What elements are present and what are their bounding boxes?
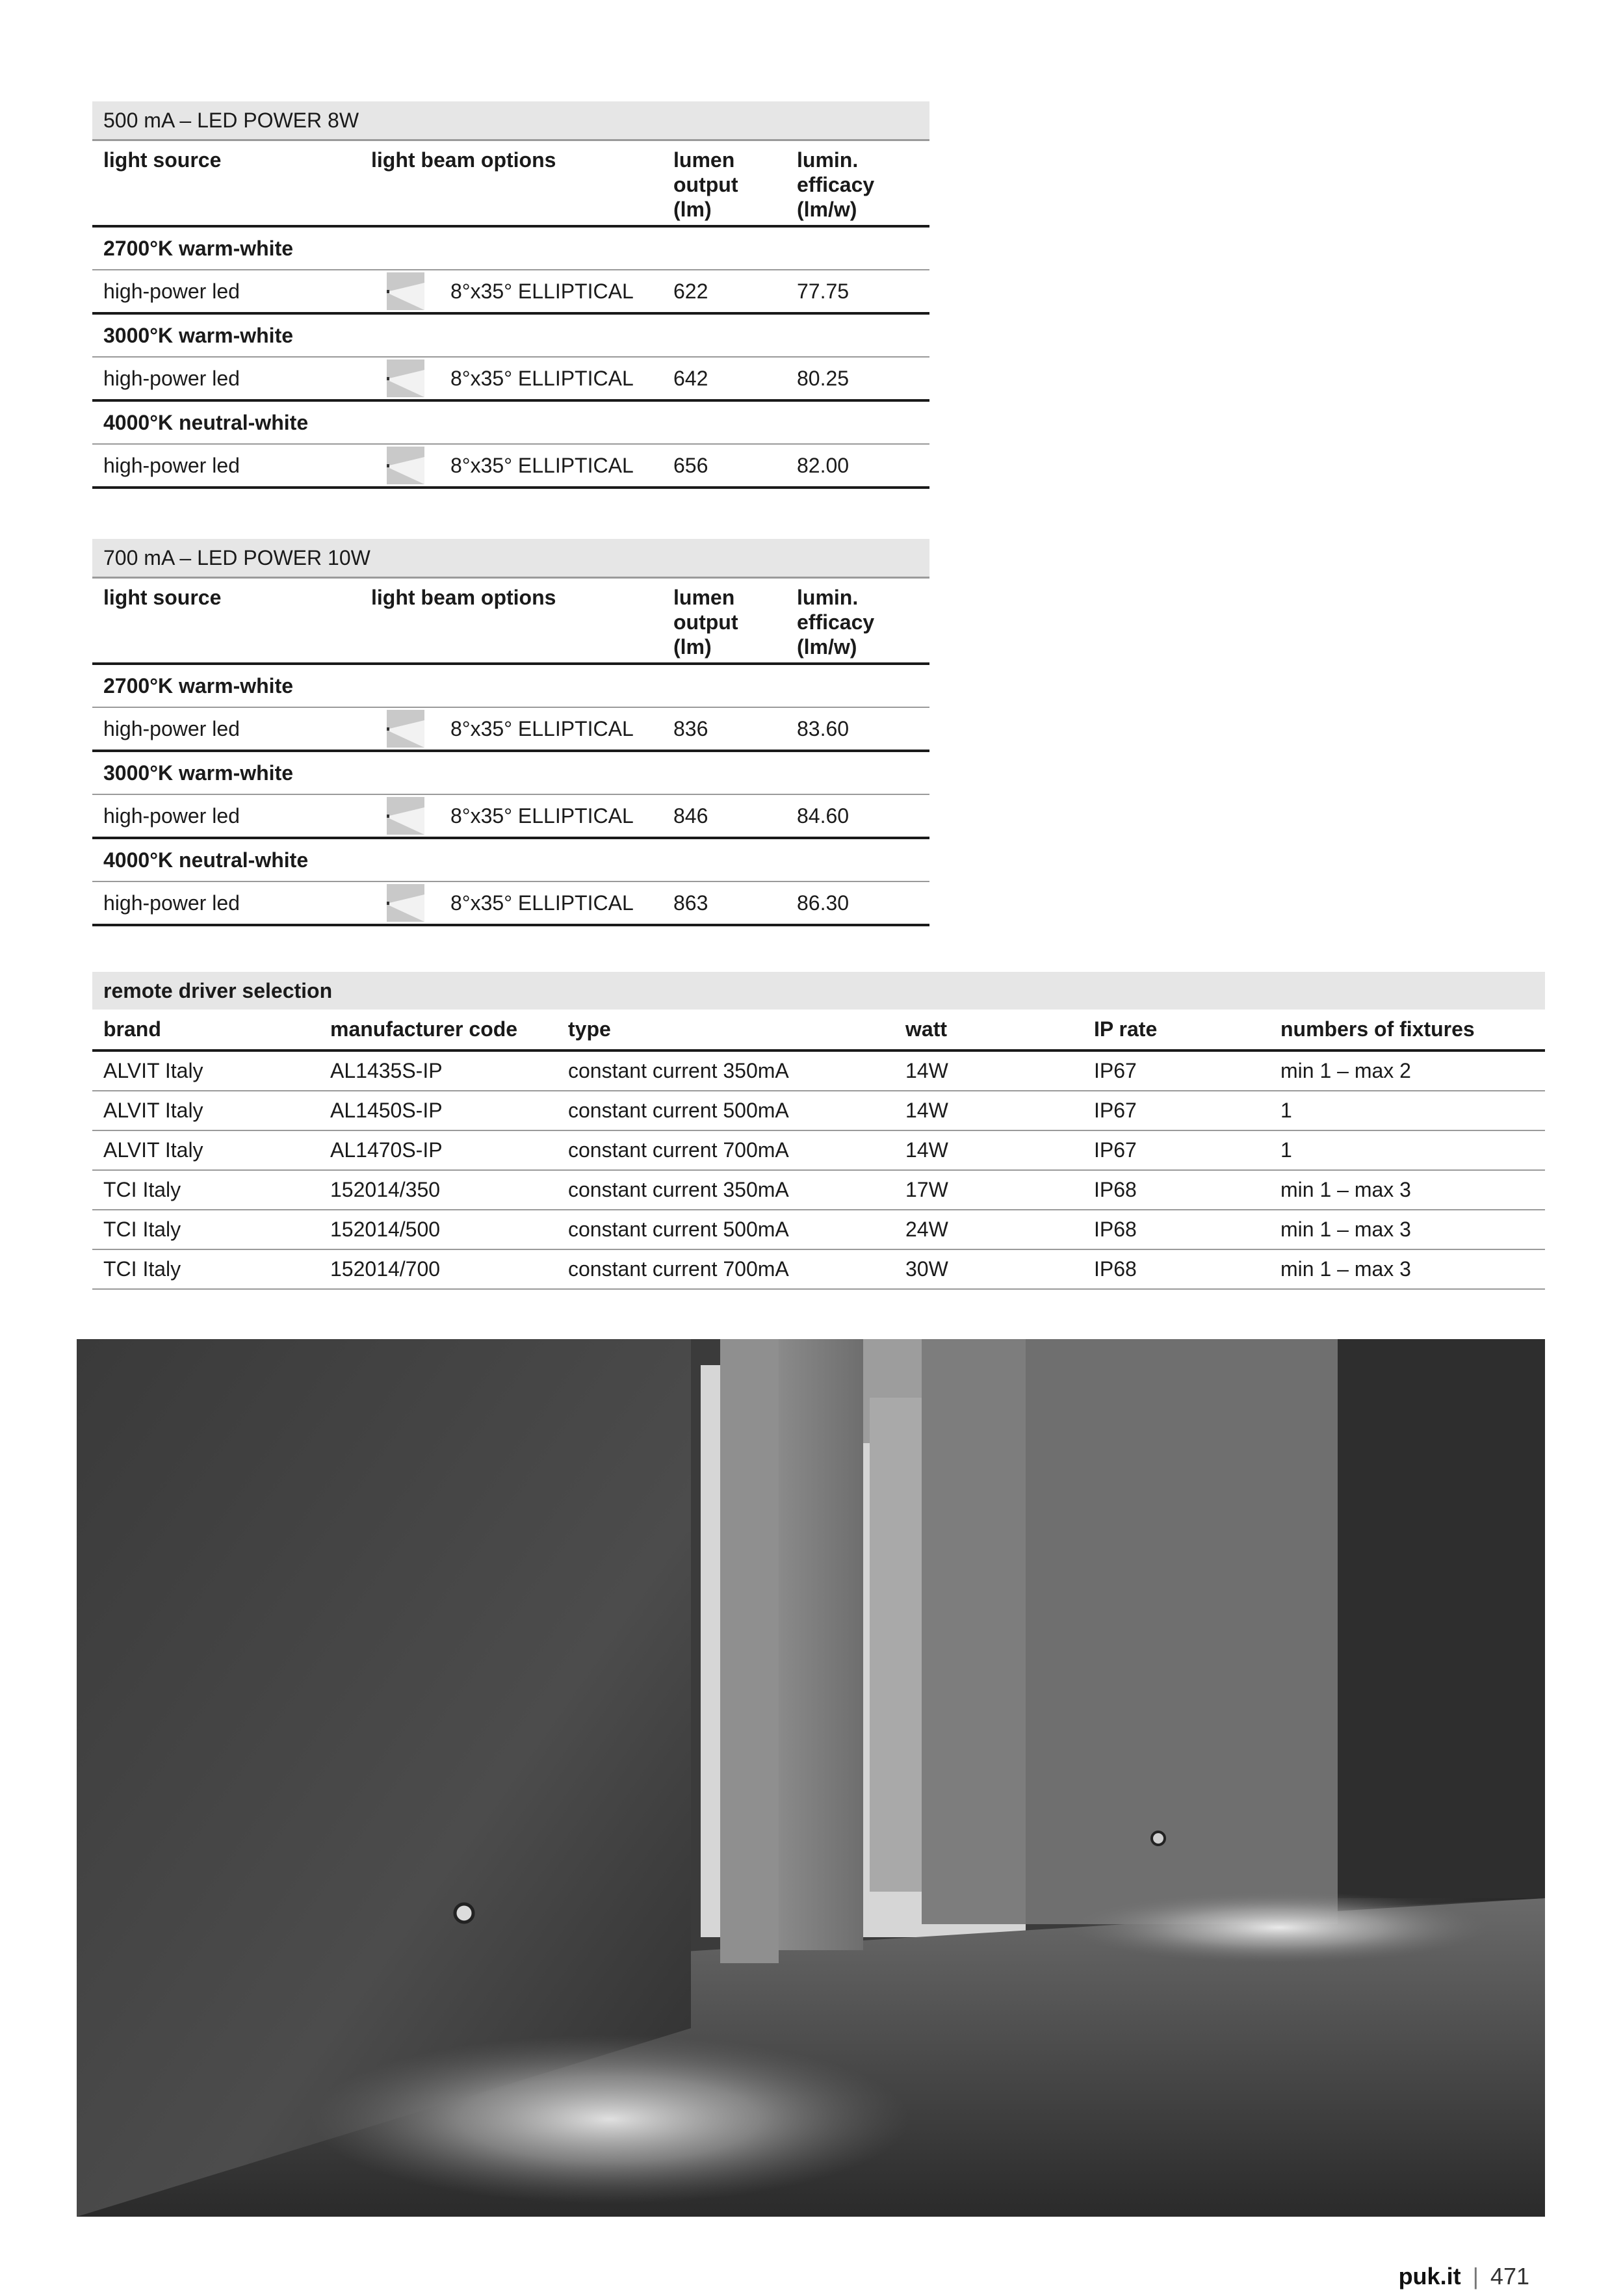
brand-cell: TCI Italy [103, 1218, 181, 1241]
ip-cell: IP68 [1094, 1218, 1137, 1241]
light-source-cell: high-power led [103, 366, 240, 390]
site-url[interactable]: puk.it [1398, 2263, 1461, 2289]
col-brand: brand [103, 1017, 161, 1041]
group-heading: 4000°K neutral-white [92, 402, 929, 445]
type-cell: constant current 700mA [568, 1138, 789, 1162]
lumen-cell: 846 [673, 803, 708, 828]
elliptical-beam-icon [387, 272, 424, 310]
table-row [92, 270, 929, 315]
lumen-cell: 836 [673, 716, 708, 740]
watt-cell: 17W [905, 1178, 948, 1201]
col-lumen-output: lumen output (lm) [673, 148, 738, 221]
brand-cell: ALVIT Italy [103, 1099, 203, 1122]
col-beam-options: light beam options [371, 148, 556, 172]
col-lumen-output: lumen output (lm) [673, 586, 738, 659]
lighting-table-500ma [92, 101, 929, 489]
table-title: remote driver selection [92, 972, 1545, 1010]
group-heading: 3000°K warm-white [92, 315, 929, 358]
product-ambient-photo [77, 1339, 1545, 2217]
elliptical-beam-icon [387, 884, 424, 922]
light-source-cell: high-power led [103, 716, 240, 740]
elliptical-beam-icon [387, 359, 424, 397]
table-title: 700 mA – LED POWER 10W [92, 539, 929, 579]
remote-driver-table [92, 972, 1545, 1290]
col-lumin-efficacy: lumin. efficacy (lm/w) [797, 148, 875, 221]
beam-cell [371, 884, 673, 922]
col-beam-options: light beam options [371, 586, 556, 609]
col-watt: watt [905, 1017, 947, 1041]
fixtures-cell: min 1 – max 2 [1280, 1059, 1411, 1082]
code-cell: 152014/700 [330, 1257, 441, 1281]
col-manufacturer-code: manufacturer code [330, 1017, 518, 1041]
beam-label: 8°x35° ELLIPTICAL [450, 366, 634, 390]
col-light-source: light source [103, 586, 222, 609]
lumen-cell: 622 [673, 279, 708, 303]
fixtures-cell: 1 [1280, 1138, 1292, 1162]
lumen-cell: 642 [673, 366, 708, 390]
type-cell: constant current 500mA [568, 1218, 789, 1241]
code-cell: AL1435S-IP [330, 1059, 443, 1082]
type-cell: constant current 500mA [568, 1099, 789, 1122]
beam-label: 8°x35° ELLIPTICAL [450, 891, 634, 915]
beam-label: 8°x35° ELLIPTICAL [450, 803, 634, 828]
col-ip-rate: IP rate [1094, 1017, 1158, 1041]
lumen-cell: 863 [673, 891, 708, 915]
code-cell: 152014/500 [330, 1218, 441, 1241]
efficacy-cell: 86.30 [797, 891, 850, 915]
table-title: 500 mA – LED POWER 8W [92, 101, 929, 141]
table-row [92, 795, 929, 839]
fixtures-cell: min 1 – max 3 [1280, 1257, 1411, 1281]
type-cell: constant current 350mA [568, 1178, 789, 1201]
table-row [92, 1210, 1545, 1250]
fixtures-cell: min 1 – max 3 [1280, 1218, 1411, 1241]
table-row [92, 358, 929, 402]
ip-cell: IP68 [1094, 1257, 1137, 1281]
table-row [92, 1171, 1545, 1210]
table-row [92, 1052, 1545, 1091]
group-heading: 3000°K warm-white [92, 752, 929, 795]
brand-cell: ALVIT Italy [103, 1138, 203, 1162]
ip-cell: IP67 [1094, 1059, 1137, 1082]
footer-separator: | [1472, 2263, 1479, 2289]
beam-cell [371, 710, 673, 748]
light-source-cell: high-power led [103, 891, 240, 915]
code-cell: AL1450S-IP [330, 1099, 443, 1122]
watt-cell: 24W [905, 1218, 948, 1241]
fixtures-cell: 1 [1280, 1099, 1292, 1122]
lighting-table-700ma [92, 539, 929, 926]
light-source-cell: high-power led [103, 453, 240, 477]
efficacy-cell: 80.25 [797, 366, 850, 390]
efficacy-cell: 83.60 [797, 716, 850, 740]
efficacy-cell: 82.00 [797, 453, 850, 477]
elliptical-beam-icon [387, 710, 424, 748]
beam-cell [371, 797, 673, 835]
fixtures-cell: min 1 – max 3 [1280, 1178, 1411, 1201]
watt-cell: 14W [905, 1099, 948, 1122]
watt-cell: 14W [905, 1138, 948, 1162]
light-source-cell: high-power led [103, 803, 240, 828]
table-column-headers [92, 579, 929, 665]
brand-cell: ALVIT Italy [103, 1059, 203, 1082]
ip-cell: IP67 [1094, 1099, 1137, 1122]
beam-label: 8°x35° ELLIPTICAL [450, 453, 634, 477]
ip-cell: IP68 [1094, 1178, 1137, 1201]
ip-cell: IP67 [1094, 1138, 1137, 1162]
elliptical-beam-icon [387, 447, 424, 484]
group-heading: 4000°K neutral-white [92, 839, 929, 882]
col-type: type [568, 1017, 611, 1041]
table-row [92, 882, 929, 926]
efficacy-cell: 84.60 [797, 803, 850, 828]
beam-cell [371, 272, 673, 310]
efficacy-cell: 77.75 [797, 279, 850, 303]
table-row [92, 445, 929, 489]
beam-label: 8°x35° ELLIPTICAL [450, 279, 634, 303]
page-number: 471 [1490, 2263, 1529, 2289]
beam-cell [371, 447, 673, 484]
table-column-headers [92, 1010, 1545, 1052]
page-footer [1399, 2263, 1529, 2289]
beam-cell [371, 359, 673, 397]
brand-cell: TCI Italy [103, 1178, 181, 1201]
lumen-cell: 656 [673, 453, 708, 477]
table-row [92, 1091, 1545, 1131]
table-column-headers [92, 141, 929, 228]
code-cell: AL1470S-IP [330, 1138, 443, 1162]
watt-cell: 14W [905, 1059, 948, 1082]
beam-label: 8°x35° ELLIPTICAL [450, 716, 634, 740]
elliptical-beam-icon [387, 797, 424, 835]
light-source-cell: high-power led [103, 279, 240, 303]
table-row [92, 708, 929, 752]
table-row [92, 1250, 1545, 1290]
col-light-source: light source [103, 148, 222, 172]
table-row [92, 1131, 1545, 1171]
brand-cell: TCI Italy [103, 1257, 181, 1281]
group-heading: 2700°K warm-white [92, 665, 929, 708]
col-lumin-efficacy: lumin. efficacy (lm/w) [797, 586, 875, 659]
type-cell: constant current 350mA [568, 1059, 789, 1082]
group-heading: 2700°K warm-white [92, 228, 929, 270]
watt-cell: 30W [905, 1257, 948, 1281]
concrete-room-illustration [77, 1339, 1545, 2217]
code-cell: 152014/350 [330, 1178, 441, 1201]
type-cell: constant current 700mA [568, 1257, 789, 1281]
col-numbers-of-fixtures: numbers of fixtures [1280, 1017, 1475, 1041]
